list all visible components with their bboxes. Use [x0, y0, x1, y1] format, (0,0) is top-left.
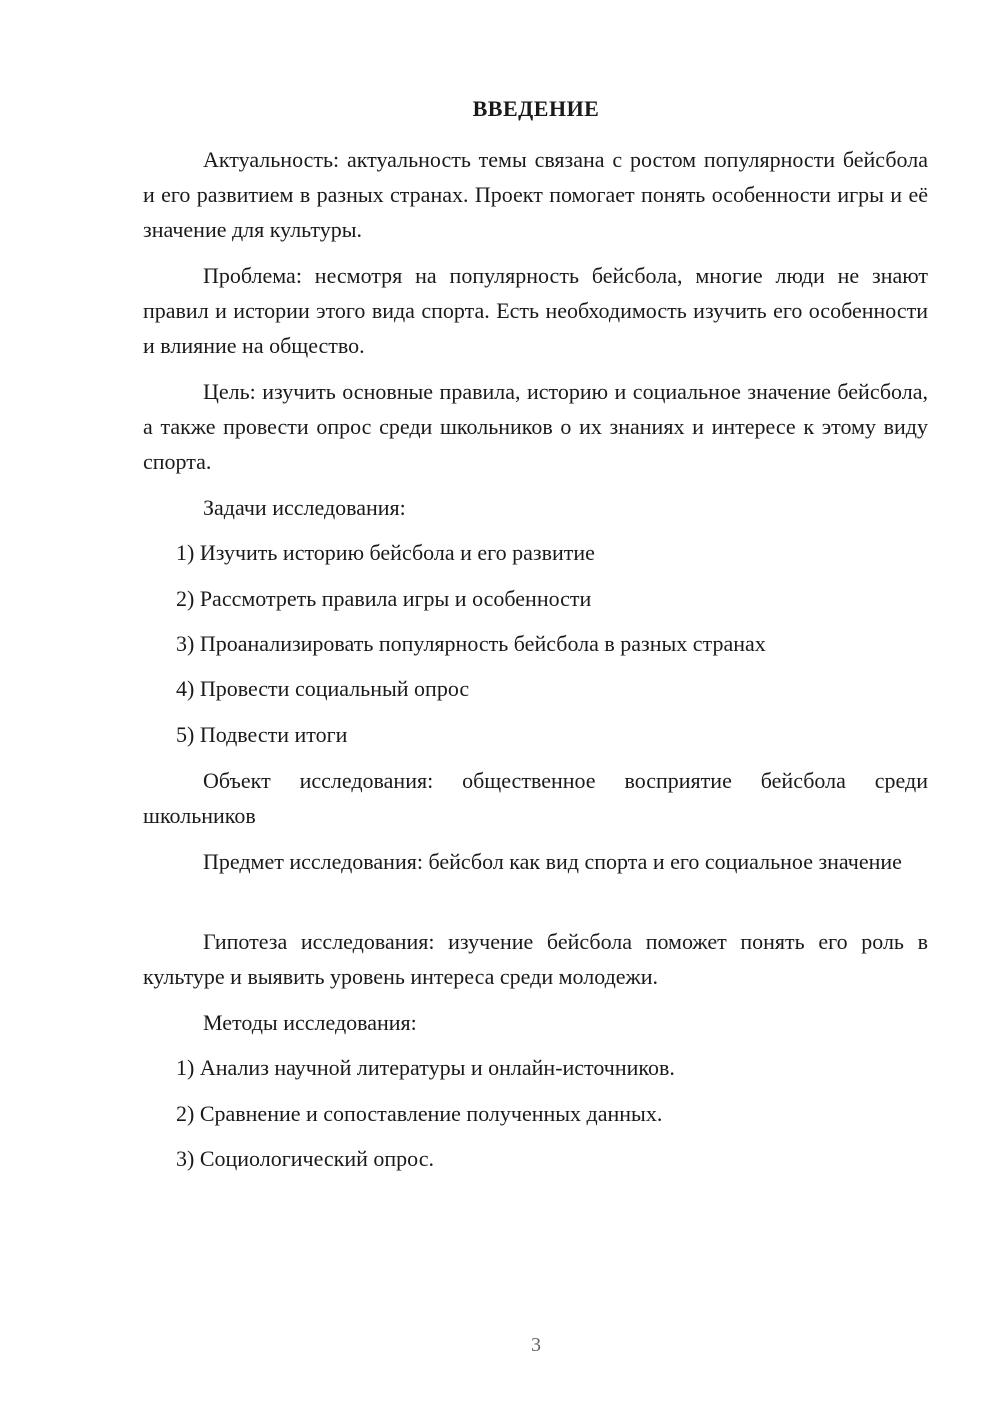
task-item: 2) Рассмотреть правила игры и особенности — [176, 586, 592, 611]
task-item: 4) Провести социальный опрос — [176, 676, 470, 701]
task-item: 1) Изучить историю бейсбола и его развитие — [176, 540, 595, 565]
method-item: 1) Анализ научной литературы и онлайн-источников. — [176, 1055, 675, 1080]
task-item: 5) Подвести итоги — [176, 722, 348, 747]
relevance-paragraph: Актуальность: актуальность темы связана с ростом популярности бейсбола и его развитием в разных странах. Проект помогает понять особенности игры и её значение для культуры. — [143, 147, 928, 242]
goal-paragraph: Цель: изучить основные правила, историю и социальное значение бейсбола, а также провести опрос среди школьников о их знаниях и интересе к этому виду спорта. — [143, 379, 928, 474]
subject-paragraph: Предмет исследования: бейсбол как вид спорта и его социальное значение — [203, 849, 902, 874]
task-item: 3) Проанализировать популярность бейсбола в разных странах — [176, 631, 766, 656]
section-title: ВВЕДЕНИЕ — [472, 96, 600, 121]
object-paragraph: Объект исследования: общественное восприятие бейсбола среди школьников — [143, 768, 928, 828]
problem-paragraph: Проблема: несмотря на популярность бейсбола, многие люди не знают правил и истории этого вида спорта. Есть необходимость изучить его особенности и влияние на общество. — [143, 263, 928, 358]
methods-heading: Методы исследования: — [203, 1010, 417, 1035]
method-item: 2) Сравнение и сопоставление полученных данных. — [176, 1101, 663, 1126]
tasks-heading: Задачи исследования: — [203, 495, 406, 520]
page-number: 3 — [531, 1334, 541, 1356]
method-item: 3) Социологический опрос. — [176, 1146, 434, 1171]
hypothesis-paragraph: Гипотеза исследования: изучение бейсбола поможет понять его роль в культуре и выявить уровень интереса среди молодежи. — [143, 929, 928, 989]
